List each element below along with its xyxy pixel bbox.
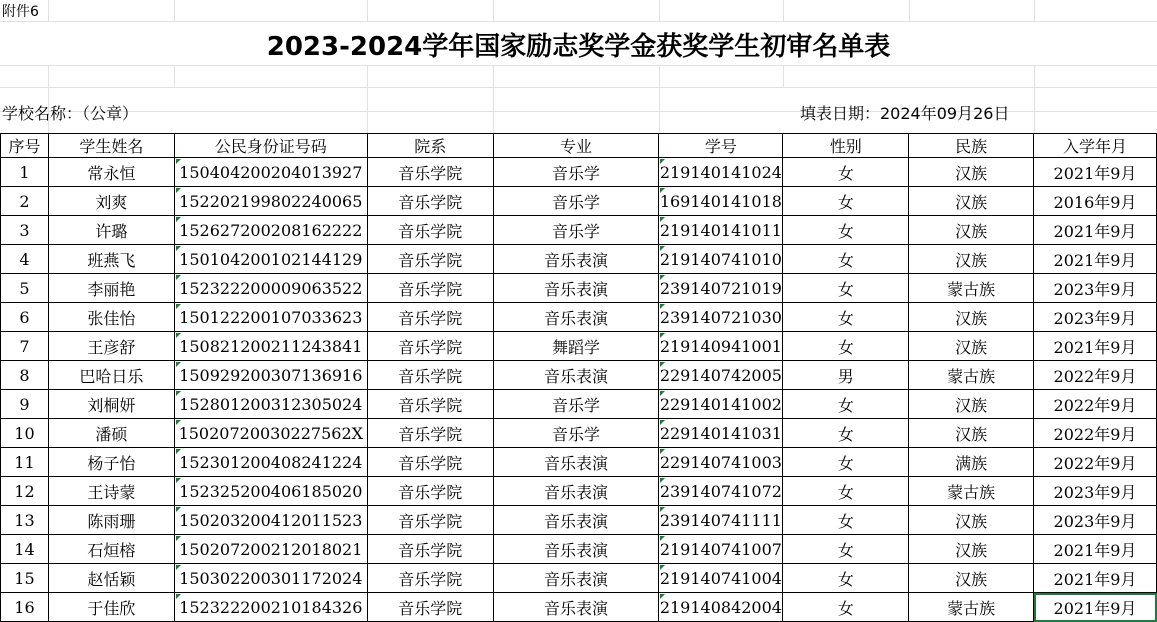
cell-name[interactable]: 刘爽 [48, 187, 174, 216]
cell-ethnicity[interactable]: 满族 [909, 448, 1034, 477]
cell-ethnicity[interactable]: 汉族 [909, 303, 1034, 332]
cell-gender[interactable]: 女 [783, 390, 909, 419]
header-cell-major[interactable]: 专业 [493, 134, 659, 158]
table-row [1, 593, 1157, 622]
cell-gender[interactable]: 女 [783, 303, 909, 332]
cell-student-id[interactable]: 229140742005 [659, 361, 783, 390]
cell-department[interactable]: 音乐学院 [367, 477, 493, 506]
table-row [1, 506, 1157, 535]
gridline [174, 0, 175, 21]
cell-student-id[interactable]: 219140141011 [659, 216, 783, 245]
cell-department[interactable]: 音乐学院 [367, 361, 493, 390]
cell-index[interactable]: 7 [1, 332, 49, 361]
cell-id-number[interactable]: 152301200408241224 [174, 448, 367, 477]
cell-gender[interactable]: 女 [783, 448, 909, 477]
cell-enrollment[interactable]: 2016年9月 [1034, 187, 1157, 216]
header-cell-department[interactable]: 院系 [367, 134, 493, 158]
table-row [1, 535, 1157, 564]
cell-ethnicity[interactable]: 蒙古族 [909, 361, 1034, 390]
cell-gender[interactable]: 女 [783, 187, 909, 216]
cell-id-number[interactable]: 150302200301172024 [174, 564, 367, 593]
cell-enrollment[interactable]: 2022年9月 [1034, 361, 1157, 390]
cell-major[interactable]: 音乐表演 [493, 535, 659, 564]
cell-department[interactable]: 音乐学院 [367, 187, 493, 216]
cell-major[interactable]: 音乐表演 [493, 477, 659, 506]
gridline [659, 65, 660, 133]
cell-id-number[interactable]: 152801200312305024 [174, 390, 367, 419]
gridline [48, 0, 49, 21]
cell-index[interactable]: 12 [1, 477, 49, 506]
cell-department[interactable]: 音乐学院 [367, 419, 493, 448]
cell-index[interactable]: 4 [1, 245, 49, 274]
table-row [1, 361, 1157, 390]
cell-id-number[interactable]: 152202199802240065 [174, 187, 367, 216]
cell-gender[interactable]: 女 [783, 216, 909, 245]
cell-major[interactable]: 音乐学 [493, 216, 659, 245]
cell-enrollment[interactable]: 2021年9月 [1034, 245, 1157, 274]
header-cell-index[interactable]: 序号 [1, 134, 49, 158]
cell-ethnicity[interactable]: 汉族 [909, 332, 1034, 361]
cell-gender[interactable]: 女 [783, 419, 909, 448]
cell-major[interactable]: 音乐表演 [493, 245, 659, 274]
cell-ethnicity[interactable]: 汉族 [909, 390, 1034, 419]
cell-name[interactable]: 于佳欣 [48, 593, 174, 622]
header-row [1, 134, 1157, 158]
cell-department[interactable]: 音乐学院 [367, 564, 493, 593]
gridline [783, 65, 784, 87]
gridline [1034, 65, 1035, 133]
cell-student-id[interactable]: 219140741004 [659, 564, 783, 593]
cell-gender[interactable]: 女 [783, 158, 909, 187]
cell-student-id[interactable]: 239140721019 [659, 274, 783, 303]
cell-id-number[interactable]: 152627200208162222 [174, 216, 367, 245]
cell-name[interactable]: 杨子怡 [48, 448, 174, 477]
cell-ethnicity[interactable]: 汉族 [909, 187, 1034, 216]
cell-major[interactable]: 音乐学 [493, 419, 659, 448]
cell-student-id[interactable]: 169140141018 [659, 187, 783, 216]
cell-name[interactable]: 许璐 [48, 216, 174, 245]
cell-id-number[interactable]: 152322200210184326 [174, 593, 367, 622]
cell-student-id[interactable]: 219140741007 [659, 535, 783, 564]
cell-gender[interactable]: 女 [783, 274, 909, 303]
table-row [1, 332, 1157, 361]
cell-student-id[interactable]: 219140141024 [659, 158, 783, 187]
cell-index[interactable]: 16 [1, 593, 49, 622]
table-row [1, 564, 1157, 593]
cell-id-number[interactable]: 150821200211243841 [174, 332, 367, 361]
cell-department[interactable]: 音乐学院 [367, 448, 493, 477]
cell-major[interactable]: 音乐表演 [493, 506, 659, 535]
cell-major[interactable]: 音乐学 [493, 390, 659, 419]
cell-major[interactable]: 音乐表演 [493, 303, 659, 332]
cell-major[interactable]: 音乐表演 [493, 593, 659, 622]
cell-student-id[interactable]: 239140721030 [659, 303, 783, 332]
cell-ethnicity[interactable]: 汉族 [909, 535, 1034, 564]
cell-ethnicity[interactable]: 汉族 [909, 216, 1034, 245]
table-row [1, 448, 1157, 477]
gridline [659, 0, 660, 21]
cell-ethnicity[interactable]: 蒙古族 [909, 593, 1034, 622]
cell-id-number[interactable]: 150104200102144129 [174, 245, 367, 274]
cell-gender[interactable]: 女 [783, 564, 909, 593]
roster-table [0, 133, 1157, 622]
page-title[interactable]: 2023-2024学年国家励志奖学金获奖学生初审名单表 [266, 32, 891, 62]
cell-ethnicity[interactable]: 汉族 [909, 245, 1034, 274]
cell-gender[interactable]: 女 [783, 506, 909, 535]
cell-department[interactable]: 音乐学院 [367, 506, 493, 535]
cell-index[interactable]: 14 [1, 535, 49, 564]
cell-enrollment[interactable]: 2023年9月 [1034, 274, 1157, 303]
gridline [493, 65, 494, 133]
cell-major[interactable]: 舞蹈学 [493, 332, 659, 361]
cell-department[interactable]: 音乐学院 [367, 332, 493, 361]
cell-name[interactable]: 王彦舒 [48, 332, 174, 361]
table-row [1, 216, 1157, 245]
cell-ethnicity[interactable]: 蒙古族 [909, 477, 1034, 506]
cell-student-id[interactable]: 229140141002 [659, 390, 783, 419]
cell-enrollment[interactable]: 2023年9月 [1034, 303, 1157, 332]
gridline [367, 65, 368, 133]
cell-name[interactable]: 潘硕 [48, 419, 174, 448]
fill-date-label[interactable]: 填表日期：2024年09月26日 [800, 104, 1010, 123]
cell-ethnicity[interactable]: 汉族 [909, 506, 1034, 535]
cell-student-id[interactable]: 219140941001 [659, 332, 783, 361]
cell-major[interactable]: 音乐表演 [493, 448, 659, 477]
header-cell-enrollment[interactable]: 入学年月 [1034, 134, 1157, 158]
cell-name[interactable]: 巴哈日乐 [48, 361, 174, 390]
cell-department[interactable]: 音乐学院 [367, 245, 493, 274]
cell-name[interactable]: 刘桐妍 [48, 390, 174, 419]
gridline [493, 0, 494, 21]
table-row [1, 245, 1157, 274]
cell-student-id[interactable]: 219140741010 [659, 245, 783, 274]
gridline [174, 65, 175, 87]
cell-enrollment[interactable]: 2023年9月 [1034, 506, 1157, 535]
cell-index[interactable]: 15 [1, 564, 49, 593]
cell-name[interactable]: 赵恬颖 [48, 564, 174, 593]
cell-student-id[interactable]: 239140741072 [659, 477, 783, 506]
table-row [1, 158, 1157, 187]
cell-gender[interactable]: 女 [783, 245, 909, 274]
header-cell-gender[interactable]: 性别 [783, 134, 909, 158]
cell-gender[interactable]: 男 [783, 361, 909, 390]
cell-student-id[interactable]: 229140141031 [659, 419, 783, 448]
cell-enrollment[interactable]: 2022年9月 [1034, 448, 1157, 477]
cell-enrollment[interactable]: 2023年9月 [1034, 477, 1157, 506]
cell-ethnicity[interactable]: 蒙古族 [909, 274, 1034, 303]
cell-gender[interactable]: 女 [783, 535, 909, 564]
cell-gender[interactable]: 女 [783, 477, 909, 506]
cell-id-number[interactable]: 15020720030227562X [174, 419, 367, 448]
cell-index[interactable]: 13 [1, 506, 49, 535]
cell-student-id[interactable]: 229140741003 [659, 448, 783, 477]
cell-id-number[interactable]: 152322200009063522 [174, 274, 367, 303]
gridline [783, 0, 784, 21]
cell-enrollment[interactable]: 2021年9月 [1034, 332, 1157, 361]
cell-ethnicity[interactable]: 汉族 [909, 419, 1034, 448]
header-cell-name[interactable]: 学生姓名 [48, 134, 174, 158]
table-row [1, 390, 1157, 419]
table-row [1, 477, 1157, 506]
gridline [367, 0, 368, 21]
cell-department[interactable]: 音乐学院 [367, 274, 493, 303]
cell-department[interactable]: 音乐学院 [367, 158, 493, 187]
cell-id-number[interactable]: 150207200212018021 [174, 535, 367, 564]
cell-student-id[interactable]: 239140741111 [659, 506, 783, 535]
cell-name[interactable]: 陈雨珊 [48, 506, 174, 535]
cell-department[interactable]: 音乐学院 [367, 303, 493, 332]
cell-enrollment[interactable]: 2021年9月 [1034, 564, 1157, 593]
cell-ethnicity[interactable]: 汉族 [909, 158, 1034, 187]
gridline [1034, 0, 1035, 21]
cell-enrollment[interactable]: 2021年9月 [1034, 216, 1157, 245]
cell-name[interactable]: 王诗蒙 [48, 477, 174, 506]
annex-label[interactable]: 附件6 [2, 4, 39, 20]
cell-name[interactable]: 常永恒 [48, 158, 174, 187]
cell-ethnicity[interactable]: 汉族 [909, 564, 1034, 593]
cell-major[interactable]: 音乐表演 [493, 274, 659, 303]
gridline [909, 0, 910, 21]
cell-major[interactable]: 音乐表演 [493, 361, 659, 390]
cell-index[interactable]: 1 [1, 158, 49, 187]
school-name-label[interactable]: 学校名称：（公章） [2, 104, 139, 123]
cell-enrollment[interactable]: 2021年9月 [1034, 593, 1157, 622]
cell-major[interactable]: 音乐学 [493, 158, 659, 187]
cell-enrollment[interactable]: 2021年9月 [1034, 158, 1157, 187]
cell-index[interactable]: 2 [1, 187, 49, 216]
cell-index[interactable]: 5 [1, 274, 49, 303]
gridline [0, 21, 1157, 22]
cell-gender[interactable]: 女 [783, 593, 909, 622]
cell-enrollment[interactable]: 2022年9月 [1034, 390, 1157, 419]
table-row [1, 303, 1157, 332]
gridline [0, 87, 1157, 88]
table-row [1, 187, 1157, 216]
cell-id-number[interactable]: 150929200307136916 [174, 361, 367, 390]
cell-department[interactable]: 音乐学院 [367, 216, 493, 245]
cell-id-number[interactable]: 150404200204013927 [174, 158, 367, 187]
cell-major[interactable]: 音乐表演 [493, 564, 659, 593]
cell-id-number[interactable]: 152325200406185020 [174, 477, 367, 506]
cell-department[interactable]: 音乐学院 [367, 535, 493, 564]
cell-enrollment[interactable]: 2022年9月 [1034, 419, 1157, 448]
header-cell-student-id[interactable]: 学号 [659, 134, 783, 158]
cell-student-id[interactable]: 219140842004 [659, 593, 783, 622]
cell-enrollment[interactable]: 2021年9月 [1034, 535, 1157, 564]
cell-major[interactable]: 音乐学 [493, 187, 659, 216]
cell-id-number[interactable]: 150203200412011523 [174, 506, 367, 535]
cell-index[interactable]: 3 [1, 216, 49, 245]
cell-index[interactable]: 11 [1, 448, 49, 477]
cell-department[interactable]: 音乐学院 [367, 593, 493, 622]
cell-gender[interactable]: 女 [783, 332, 909, 361]
cell-index[interactable]: 10 [1, 419, 49, 448]
cell-index[interactable]: 6 [1, 303, 49, 332]
cell-name[interactable]: 张佳怡 [48, 303, 174, 332]
cell-name[interactable]: 李丽艳 [48, 274, 174, 303]
header-cell-id-number[interactable]: 公民身份证号码 [174, 134, 367, 158]
cell-id-number[interactable]: 150122200107033623 [174, 303, 367, 332]
cell-name[interactable]: 班燕飞 [48, 245, 174, 274]
table-row [1, 274, 1157, 303]
cell-department[interactable]: 音乐学院 [367, 390, 493, 419]
table-row [1, 419, 1157, 448]
cell-name[interactable]: 石烜榕 [48, 535, 174, 564]
header-cell-ethnicity[interactable]: 民族 [909, 134, 1034, 158]
cell-index[interactable]: 8 [1, 361, 49, 390]
cell-index[interactable]: 9 [1, 390, 49, 419]
